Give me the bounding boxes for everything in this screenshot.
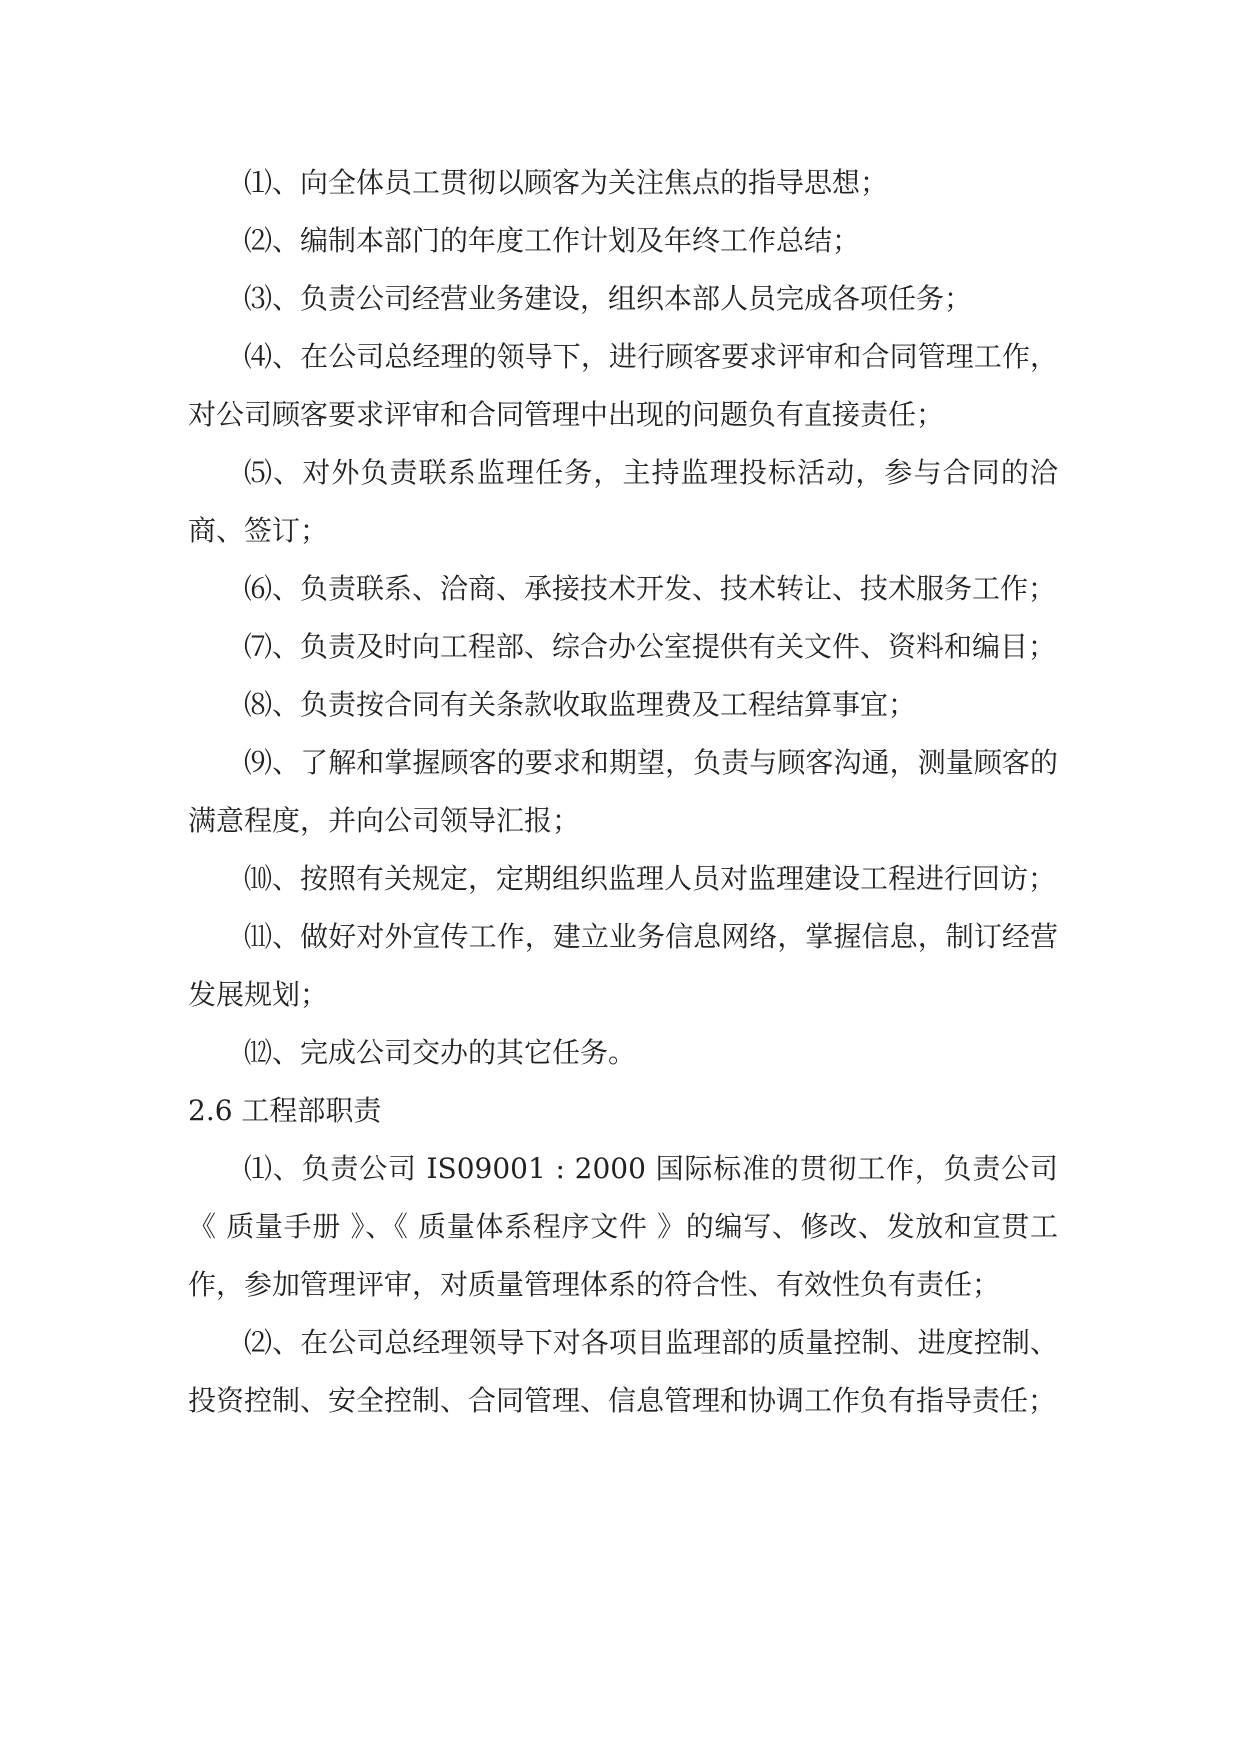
engineering-duty-item-2: ⑵、在公司总经理领导下对各项目监理部的质量控制、进度控制、投资控制、安全控制、合同管理、信息管理和协调工作负有指导责任； [188,1326,1058,1417]
duty-item-8: ⑻、负责按合同有关条款收取监理费及工程结算事宜； [244,688,917,721]
engineering-duty-item-1: ⑴、负责公司 IS09001 : 2000 国际标准的贯彻工作，负责公司《 质量手册 》、《 质量体系程序文件 》的编写、修改、发放和宣贯工作，参加管理评审，对质量管理体系的符合性、有效性负有责任； [188,1152,1058,1301]
duty-item-9: ⑼、了解和掌握顾客的要求和期望，负责与顾客沟通，测量顾客的满意程度，并向公司领导汇报； [188,746,1058,837]
duty-item-11: ⑾、做好对外宣传工作，建立业务信息网络，掌握信息，制订经营发展规划； [188,920,1058,1011]
duty-item-2: ⑵、编制本部门的年度工作计划及年终工作总结； [244,224,861,257]
duty-item-6: ⑹、负责联系、洽商、承接技术开发、技术转让、技术服务工作； [244,572,1057,605]
duty-item-4: ⑷、在公司总经理的领导下，进行顾客要求评审和合同管理工作，对公司顾客要求评审和合同管理中出现的问题负有直接责任； [188,340,1058,431]
duty-item-10: ⑽、按照有关规定，定期组织监理人员对监理建设工程进行回访； [244,862,1057,895]
duty-item-7: ⑺、负责及时向工程部、综合办公室提供有关文件、资料和编目； [244,630,1057,663]
document-body [188,154,1058,1430]
duty-item-5: ⑸、对外负责联系监理任务，主持监理投标活动，参与合同的洽商、签订； [188,456,1058,547]
duty-item-1: ⑴、向全体员工贯彻以顾客为关注焦点的指导思想； [244,166,889,199]
duty-item-3: ⑶、负责公司经营业务建设，组织本部人员完成各项任务； [244,282,973,315]
duty-item-12: ⑿、完成公司交办的其它任务。 [244,1036,637,1069]
section-heading: 2.6 工程部职责 [188,1094,382,1127]
